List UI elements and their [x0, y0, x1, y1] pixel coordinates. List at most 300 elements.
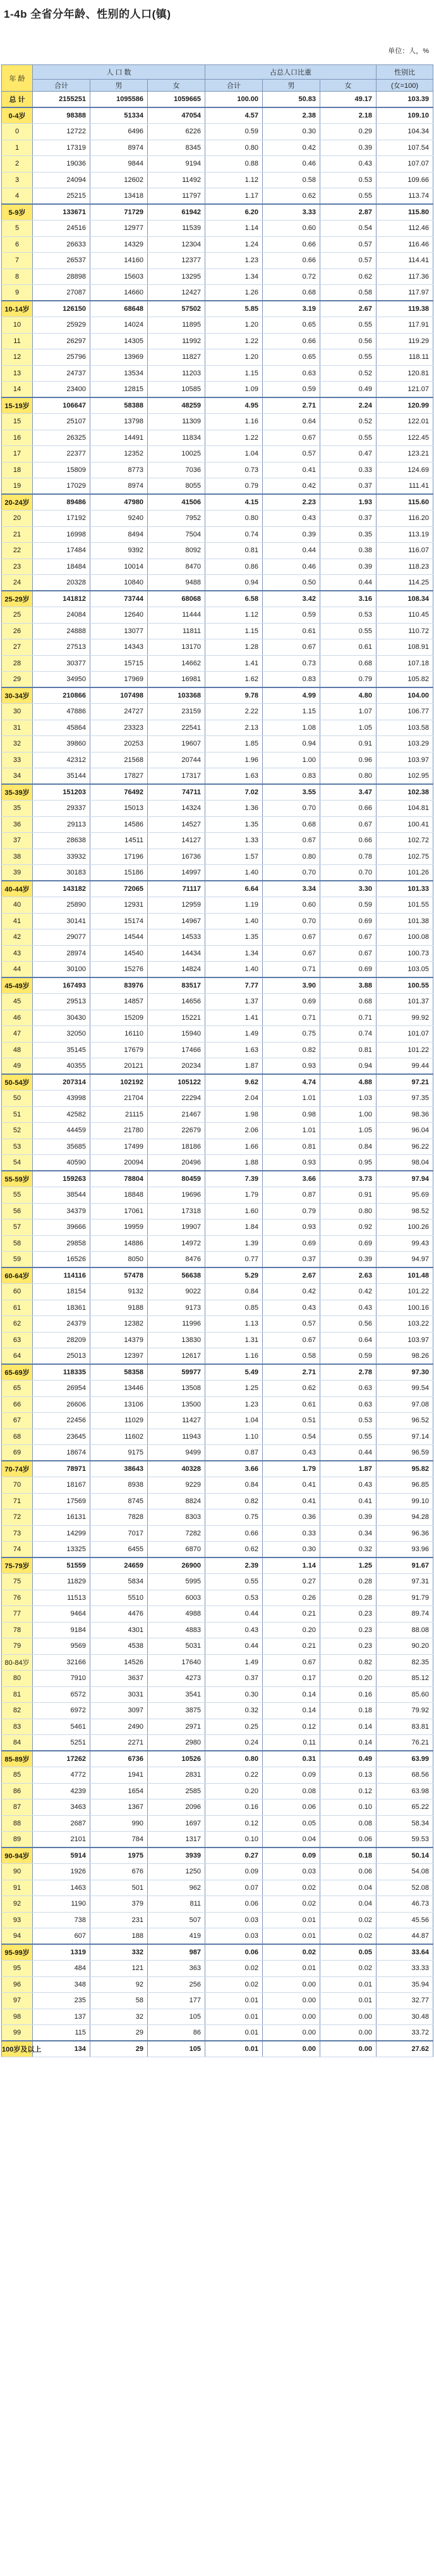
sex-ratio-cell: 113.19 [377, 526, 433, 543]
table-row [2, 317, 433, 334]
pop-male-cell: 8974 [90, 478, 148, 495]
share-male-cell: 0.57 [263, 446, 320, 463]
table-row [2, 478, 433, 495]
pop-male-cell: 29 [90, 2025, 148, 2041]
pop-total-cell: 25929 [33, 317, 90, 334]
pop-male-cell: 18848 [90, 1187, 148, 1204]
table-row [2, 945, 433, 962]
pop-total-cell: 47886 [33, 704, 90, 720]
sex-ratio-cell: 100.41 [377, 816, 433, 833]
pop-male-cell: 15603 [90, 269, 148, 285]
sex-ratio-cell: 118.23 [377, 559, 433, 575]
sex-ratio-cell: 120.81 [377, 365, 433, 382]
table-body [2, 92, 433, 2057]
share-female-cell: 0.69 [320, 913, 377, 929]
pop-male-cell: 121 [90, 1961, 148, 1977]
table-row [2, 1525, 433, 1542]
share-female-cell: 0.71 [320, 1010, 377, 1026]
table-row [2, 1348, 433, 1365]
age-cell: 11 [2, 333, 33, 349]
age-cell: 89 [2, 1832, 33, 1848]
share-male-cell: 3.55 [263, 784, 320, 801]
table-row [2, 833, 433, 849]
pop-male-cell: 14511 [90, 833, 148, 849]
sex-ratio-cell: 27.62 [377, 2041, 433, 2057]
share-female-cell: 0.23 [320, 1622, 377, 1638]
share-male-cell: 1.01 [263, 1091, 320, 1107]
share-female-cell: 0.43 [320, 1477, 377, 1494]
table-row [2, 1187, 433, 1204]
share-male-cell: 0.43 [263, 1445, 320, 1461]
pop-male-cell: 14540 [90, 945, 148, 962]
age-cell: 59 [2, 1252, 33, 1268]
age-cell: 27 [2, 639, 33, 656]
pop-female-cell: 11895 [148, 317, 205, 334]
pop-male-cell: 102192 [90, 1074, 148, 1091]
pop-total-cell: 42582 [33, 1106, 90, 1123]
age-cell: 9 [2, 285, 33, 301]
pop-total-cell: 26537 [33, 253, 90, 269]
sex-ratio-cell: 107.18 [377, 655, 433, 672]
pop-female-cell: 19607 [148, 736, 205, 753]
pop-male-cell: 6455 [90, 1542, 148, 1558]
pop-male-cell: 5510 [90, 1590, 148, 1606]
sex-ratio-cell: 100.73 [377, 945, 433, 962]
table-row [2, 1622, 433, 1638]
share-total-cell: 4.57 [205, 107, 263, 124]
pop-male-cell: 58 [90, 1993, 148, 2009]
sex-ratio-cell: 105.82 [377, 672, 433, 688]
share-total-cell: 0.73 [205, 462, 263, 478]
pop-female-cell: 13170 [148, 639, 205, 656]
pop-female-cell: 10526 [148, 1751, 205, 1767]
sex-ratio-cell: 118.11 [377, 349, 433, 366]
share-male-cell: 0.59 [263, 607, 320, 624]
pop-male-cell: 1975 [90, 1847, 148, 1864]
share-female-cell: 0.02 [320, 1912, 377, 1928]
share-male-cell: 0.46 [263, 559, 320, 575]
sex-ratio-cell: 111.41 [377, 478, 433, 495]
share-total-cell: 1.62 [205, 672, 263, 688]
share-male-cell: 4.99 [263, 687, 320, 704]
share-male-cell: 0.72 [263, 269, 320, 285]
pop-total-cell: 15809 [33, 462, 90, 478]
pop-female-cell: 11834 [148, 430, 205, 446]
header-share: 占总人口比重 [205, 65, 377, 80]
share-total-cell: 1.31 [205, 1332, 263, 1348]
sex-ratio-cell: 101.22 [377, 1284, 433, 1300]
table-header [2, 65, 433, 92]
share-male-cell: 0.69 [263, 994, 320, 1010]
pop-total-cell: 16526 [33, 1252, 90, 1268]
share-female-cell: 0.38 [320, 543, 377, 559]
share-total-cell: 0.62 [205, 1542, 263, 1558]
share-male-cell: 0.00 [263, 2041, 320, 2057]
pop-female-cell: 6870 [148, 1542, 205, 1558]
age-cell: 15-19岁 [2, 397, 33, 414]
pop-total-cell: 29513 [33, 994, 90, 1010]
pop-female-cell: 14434 [148, 945, 205, 962]
sex-ratio-cell: 90.20 [377, 1638, 433, 1655]
share-total-cell: 1.15 [205, 365, 263, 382]
sex-ratio-cell: 116.46 [377, 236, 433, 253]
share-male-cell: 0.41 [263, 462, 320, 478]
share-total-cell: 1.23 [205, 253, 263, 269]
pop-female-cell: 83517 [148, 977, 205, 994]
table-row [2, 1735, 433, 1751]
pop-male-cell: 32 [90, 2009, 148, 2025]
age-cell: 30 [2, 704, 33, 720]
age-cell: 20-24岁 [2, 494, 33, 511]
share-male-cell: 0.70 [263, 801, 320, 817]
share-male-cell: 1.15 [263, 704, 320, 720]
sex-ratio-cell: 33.72 [377, 2025, 433, 2041]
age-cell: 6 [2, 236, 33, 253]
share-male-cell: 0.61 [263, 1396, 320, 1413]
pop-male-cell: 29 [90, 2041, 148, 2057]
pop-female-cell: 17640 [148, 1654, 205, 1671]
table-row [2, 221, 433, 237]
age-cell: 18 [2, 462, 33, 478]
share-male-cell: 0.02 [263, 1880, 320, 1896]
pop-female-cell: 20234 [148, 1058, 205, 1075]
share-male-cell: 0.64 [263, 414, 320, 430]
share-female-cell: 0.29 [320, 124, 377, 140]
share-total-cell: 1.87 [205, 1058, 263, 1075]
age-cell: 70-74岁 [2, 1461, 33, 1477]
share-male-cell: 0.30 [263, 1542, 320, 1558]
table-row [2, 816, 433, 833]
age-group-row [2, 1461, 433, 1477]
sex-ratio-cell: 107.54 [377, 140, 433, 156]
pop-female-cell: 14656 [148, 994, 205, 1010]
pop-male-cell: 11029 [90, 1413, 148, 1429]
share-male-cell: 3.90 [263, 977, 320, 994]
share-total-cell: 0.03 [205, 1928, 263, 1945]
age-cell: 90 [2, 1864, 33, 1880]
sex-ratio-cell: 103.29 [377, 736, 433, 753]
share-female-cell: 0.91 [320, 1187, 377, 1204]
pop-total-cell: 141812 [33, 591, 90, 607]
share-total-cell: 1.23 [205, 1396, 263, 1413]
sex-ratio-cell: 103.58 [377, 720, 433, 736]
pop-total-cell: 1926 [33, 1864, 90, 1880]
pop-male-cell: 501 [90, 1880, 148, 1896]
sex-ratio-cell: 102.38 [377, 784, 433, 801]
share-female-cell: 49.17 [320, 92, 377, 108]
pop-female-cell: 14533 [148, 929, 205, 946]
share-female-cell: 0.81 [320, 1042, 377, 1058]
age-group-row [2, 881, 433, 897]
share-male-cell: 0.44 [263, 543, 320, 559]
table-row [2, 140, 433, 156]
age-cell: 78 [2, 1622, 33, 1638]
pop-female-cell: 256 [148, 1976, 205, 1993]
pop-female-cell: 2831 [148, 1767, 205, 1784]
share-female-cell: 0.23 [320, 1638, 377, 1655]
pop-total-cell: 11829 [33, 1574, 90, 1590]
pop-male-cell: 2490 [90, 1719, 148, 1735]
share-male-cell: 0.87 [263, 1187, 320, 1204]
pop-female-cell: 177 [148, 1993, 205, 2009]
pop-male-cell: 14343 [90, 639, 148, 656]
age-cell: 97 [2, 1993, 33, 2009]
share-total-cell: 1.57 [205, 849, 263, 865]
sex-ratio-cell: 100.16 [377, 1300, 433, 1316]
pop-female-cell: 1059665 [148, 92, 205, 108]
pop-total-cell: 24516 [33, 221, 90, 237]
share-total-cell: 1.22 [205, 333, 263, 349]
pop-total-cell: 28974 [33, 945, 90, 962]
share-female-cell: 0.39 [320, 140, 377, 156]
pop-male-cell: 58358 [90, 1364, 148, 1381]
table-row [2, 1284, 433, 1300]
pop-total-cell: 22456 [33, 1413, 90, 1429]
age-group-row [2, 2041, 433, 2057]
pop-total-cell: 1463 [33, 1880, 90, 1896]
page-title: 1-4b 全省分年龄、性别的人口(镇) [4, 8, 171, 20]
age-cell: 15 [2, 414, 33, 430]
pop-male-cell: 10014 [90, 559, 148, 575]
share-male-cell: 1.08 [263, 720, 320, 736]
share-male-cell: 0.65 [263, 349, 320, 366]
share-total-cell: 0.82 [205, 1493, 263, 1509]
share-total-cell: 0.44 [205, 1606, 263, 1623]
share-male-cell: 0.36 [263, 1509, 320, 1526]
pop-male-cell: 9132 [90, 1284, 148, 1300]
pop-male-cell: 15186 [90, 865, 148, 881]
sex-ratio-cell: 109.10 [377, 107, 433, 124]
pop-female-cell: 8824 [148, 1493, 205, 1509]
age-cell: 40-44岁 [2, 881, 33, 897]
table-row [2, 446, 433, 463]
sex-ratio-cell: 68.56 [377, 1767, 433, 1784]
share-male-cell: 0.62 [263, 1381, 320, 1397]
pop-male-cell: 20253 [90, 736, 148, 753]
pop-total-cell: 106647 [33, 397, 90, 414]
share-total-cell: 0.27 [205, 1847, 263, 1864]
share-male-cell: 0.00 [263, 2025, 320, 2041]
share-male-cell: 0.04 [263, 1832, 320, 1848]
pop-female-cell: 2980 [148, 1735, 205, 1751]
table-row [2, 1767, 433, 1784]
share-total-cell: 2.39 [205, 1557, 263, 1574]
share-male-cell: 0.67 [263, 929, 320, 946]
pop-total-cell: 39860 [33, 736, 90, 753]
share-female-cell: 0.70 [320, 865, 377, 881]
table-row [2, 1091, 433, 1107]
age-cell: 77 [2, 1606, 33, 1623]
pop-male-cell: 14379 [90, 1332, 148, 1348]
pop-female-cell: 10585 [148, 382, 205, 398]
share-female-cell: 4.88 [320, 1074, 377, 1091]
age-cell: 87 [2, 1799, 33, 1816]
share-male-cell: 0.71 [263, 1010, 320, 1026]
age-cell: 85-89岁 [2, 1751, 33, 1767]
pop-total-cell: 18167 [33, 1477, 90, 1494]
table-row [2, 1638, 433, 1655]
sex-ratio-cell: 117.97 [377, 285, 433, 301]
share-male-cell: 0.63 [263, 365, 320, 382]
age-cell: 21 [2, 526, 33, 543]
pop-male-cell: 13418 [90, 188, 148, 205]
age-cell: 52 [2, 1123, 33, 1139]
age-group-row [2, 1751, 433, 1767]
pop-male-cell: 8938 [90, 1477, 148, 1494]
pop-total-cell: 348 [33, 1976, 90, 1993]
table-row [2, 639, 433, 656]
sex-ratio-cell: 119.38 [377, 301, 433, 317]
share-total-cell: 0.59 [205, 124, 263, 140]
sex-ratio-cell: 117.36 [377, 269, 433, 285]
share-female-cell: 0.37 [320, 511, 377, 527]
share-male-cell: 0.66 [263, 333, 320, 349]
share-total-cell: 0.12 [205, 1815, 263, 1832]
share-female-cell: 0.55 [320, 317, 377, 334]
pop-total-cell: 39666 [33, 1219, 90, 1236]
sex-ratio-cell: 96.52 [377, 1413, 433, 1429]
share-total-cell: 2.13 [205, 720, 263, 736]
pop-total-cell: 44459 [33, 1123, 90, 1139]
pop-total-cell: 151203 [33, 784, 90, 801]
pop-female-cell: 8476 [148, 1252, 205, 1268]
pop-male-cell: 8773 [90, 462, 148, 478]
pop-female-cell: 2096 [148, 1799, 205, 1816]
sex-ratio-cell: 50.14 [377, 1847, 433, 1864]
age-group-row [2, 107, 433, 124]
pop-male-cell: 23323 [90, 720, 148, 736]
table-row [2, 1445, 433, 1461]
pop-male-cell: 14305 [90, 333, 148, 349]
pop-female-cell: 11992 [148, 333, 205, 349]
share-female-cell: 0.55 [320, 430, 377, 446]
table-row [2, 752, 433, 768]
share-total-cell: 1.36 [205, 801, 263, 817]
pop-total-cell: 42312 [33, 752, 90, 768]
share-female-cell: 0.00 [320, 2009, 377, 2025]
table-row [2, 188, 433, 205]
table-row [2, 1493, 433, 1509]
sex-ratio-cell: 76.21 [377, 1735, 433, 1751]
share-female-cell: 1.87 [320, 1461, 377, 1477]
pop-male-cell: 19959 [90, 1219, 148, 1236]
age-cell: 34 [2, 768, 33, 785]
pop-total-cell: 34379 [33, 1203, 90, 1219]
pop-male-cell: 17061 [90, 1203, 148, 1219]
age-cell: 58 [2, 1235, 33, 1252]
pop-male-cell: 12640 [90, 607, 148, 624]
age-cell: 66 [2, 1396, 33, 1413]
sex-ratio-cell: 113.74 [377, 188, 433, 205]
header-pop-female: 女 [148, 80, 205, 92]
pop-female-cell: 12959 [148, 897, 205, 914]
age-cell: 0 [2, 124, 33, 140]
table-row [2, 365, 433, 382]
table-row [2, 1703, 433, 1719]
share-female-cell: 0.67 [320, 945, 377, 962]
age-cell: 99 [2, 2025, 33, 2041]
pop-female-cell: 4883 [148, 1622, 205, 1638]
pop-total-cell: 28638 [33, 833, 90, 849]
share-male-cell: 1.79 [263, 1461, 320, 1477]
age-cell: 51 [2, 1106, 33, 1123]
pop-female-cell: 6226 [148, 124, 205, 140]
pop-female-cell: 11309 [148, 414, 205, 430]
share-total-cell: 6.58 [205, 591, 263, 607]
share-female-cell: 3.88 [320, 977, 377, 994]
share-female-cell: 0.14 [320, 1735, 377, 1751]
share-male-cell: 0.26 [263, 1590, 320, 1606]
header-sex-ratio-sub: (女=100) [377, 80, 433, 92]
table-row [2, 1783, 433, 1799]
table-row [2, 382, 433, 398]
age-cell: 68 [2, 1429, 33, 1445]
share-male-cell: 0.94 [263, 736, 320, 753]
pop-female-cell: 17317 [148, 768, 205, 785]
pop-male-cell: 8050 [90, 1252, 148, 1268]
pop-female-cell: 17318 [148, 1203, 205, 1219]
pop-female-cell: 14324 [148, 801, 205, 817]
pop-total-cell: 40355 [33, 1058, 90, 1075]
pop-male-cell: 13798 [90, 414, 148, 430]
share-female-cell: 0.43 [320, 1300, 377, 1316]
pop-total-cell: 134 [33, 2041, 90, 2057]
pop-female-cell: 9022 [148, 1284, 205, 1300]
share-total-cell: 0.81 [205, 543, 263, 559]
share-female-cell: 0.04 [320, 1880, 377, 1896]
table-row [2, 1832, 433, 1848]
total-row [2, 92, 433, 108]
age-cell: 90-94岁 [2, 1847, 33, 1864]
pop-male-cell: 4538 [90, 1638, 148, 1655]
share-male-cell: 0.82 [263, 1042, 320, 1058]
age-cell: 16 [2, 430, 33, 446]
share-female-cell: 0.55 [320, 623, 377, 639]
share-female-cell: 0.53 [320, 172, 377, 188]
sex-ratio-cell: 99.92 [377, 1010, 433, 1026]
share-female-cell: 0.69 [320, 1235, 377, 1252]
pop-total-cell: 27513 [33, 639, 90, 656]
share-total-cell: 0.75 [205, 1509, 263, 1526]
pop-total-cell: 2101 [33, 1832, 90, 1848]
table-row [2, 1010, 433, 1026]
share-female-cell: 0.34 [320, 1525, 377, 1542]
share-total-cell: 0.07 [205, 1880, 263, 1896]
pop-male-cell: 4301 [90, 1622, 148, 1638]
pop-total-cell: 11513 [33, 1590, 90, 1606]
pop-female-cell: 86 [148, 2025, 205, 2041]
pop-female-cell: 61942 [148, 204, 205, 221]
pop-total-cell: 167493 [33, 977, 90, 994]
age-cell: 25-29岁 [2, 591, 33, 607]
table-row [2, 526, 433, 543]
share-male-cell: 0.69 [263, 1235, 320, 1252]
sex-ratio-cell: 98.26 [377, 1348, 433, 1365]
share-male-cell: 0.42 [263, 478, 320, 495]
pop-total-cell: 1190 [33, 1896, 90, 1913]
pop-female-cell: 16736 [148, 849, 205, 865]
share-total-cell: 1.20 [205, 317, 263, 334]
share-male-cell: 1.14 [263, 1557, 320, 1574]
sex-ratio-cell: 91.67 [377, 1557, 433, 1574]
sex-ratio-cell: 108.34 [377, 591, 433, 607]
share-male-cell: 0.68 [263, 816, 320, 833]
table-row [2, 897, 433, 914]
age-group-row [2, 1557, 433, 1574]
share-female-cell: 0.92 [320, 1219, 377, 1236]
pop-female-cell: 105 [148, 2041, 205, 2057]
pop-total-cell: 25796 [33, 349, 90, 366]
